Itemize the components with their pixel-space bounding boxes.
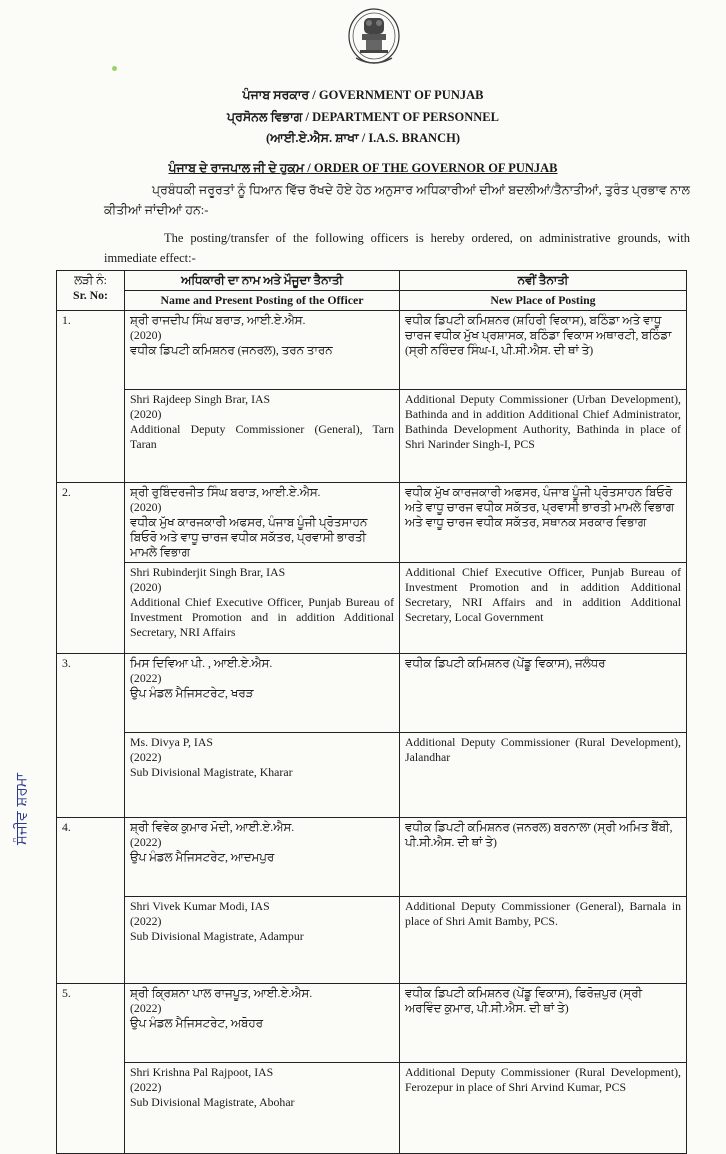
branch-header: (ਆਈ.ਏ.ਐਸ. ਸ਼ਾਖਾ / I.A.S. BRANCH)	[265, 131, 460, 145]
emblem-icon	[346, 6, 402, 74]
present-posting-punjabi: ਉਪ ਮੰਡਲ ਮੈਜਿਸਟਰੇਟ, ਆਦਮਪੁਰ	[130, 850, 275, 864]
present-posting: Sub Divisional Magistrate, Abohar	[130, 1095, 295, 1109]
officer-punjabi	[125, 984, 400, 1063]
sr-header	[57, 271, 125, 311]
officer-name-punjabi: ਮਿਸ ਦਿਵਿਆ ਪੀ. , ਆਈ.ਏ.ਐਸ.	[130, 656, 273, 670]
present-posting: Additional Chief Executive Officer, Punjab Bureau of Investment Promotion and in addition Additional Secretary, NRI Affairs	[130, 595, 394, 639]
posting-table	[56, 270, 687, 1154]
officer-name-punjabi: ਸ਼੍ਰੀ ਰਾਜਦੀਪ ਸਿੰਘ ਬਰਾੜ, ਆਈ.ਏ.ਐਸ.	[130, 313, 306, 327]
serial-number: 5.	[57, 984, 125, 1154]
officer-english	[125, 1063, 400, 1154]
table-row-punjabi	[57, 311, 687, 390]
officer-english	[125, 563, 400, 654]
sr-header-english: Sr. No:	[73, 288, 108, 302]
table-row-english	[57, 1063, 687, 1154]
officer-punjabi	[125, 311, 400, 390]
officer-punjabi	[125, 483, 400, 563]
present-posting: Sub Divisional Magistrate, Kharar	[130, 765, 293, 779]
officer-name: Ms. Divya P, IAS	[130, 735, 213, 749]
officer-batch: (2020)	[130, 580, 162, 594]
new-posting-punjabi: ਵਧੀਕ ਮੁੱਖ ਕਾਰਜਕਾਰੀ ਅਫਸਰ, ਪੰਜਾਬ ਪੂੰਜੀ ਪ੍ਰੋਤਸਾਹਨ ਬਿਓਰੋ ਅਤੇ ਵਾਧੂ ਚਾਰਜ ਵਧੀਕ ਸਕੱਤਰ, ਪ੍ਰਵਾਸੀ ਭਾਰਤੀ ਮਾਮਲੇ ਵਿਭਾਗ ਅਤੇ ਵਾਧੂ ਚਾਰਜ ਵਧੀਕ ਸਕੱਤਰ, ਸਥਾਨਕ ਸਰਕਾਰ ਵਿਭਾਗ	[400, 483, 687, 563]
present-posting-punjabi: ਉਪ ਮੰਡਲ ਮੈਜਿਸਟਰੇਟ, ਅਬੋਹਰ	[130, 1016, 263, 1030]
table-body	[57, 311, 687, 1154]
officer-english	[125, 897, 400, 984]
name-header-english: Name and Present Posting of the Officer	[125, 291, 400, 311]
present-posting: Sub Divisional Magistrate, Adampur	[130, 929, 304, 943]
officer-batch: (2020)	[130, 407, 162, 421]
officer-punjabi	[125, 654, 400, 733]
officer-name-punjabi: ਸ਼੍ਰੀ ਰੁਬਿੰਦਰਜੀਤ ਸਿੰਘ ਬਰਾੜ, ਆਈ.ਏ.ਐਸ.	[130, 485, 321, 499]
new-posting-punjabi: ਵਧੀਕ ਡਿਪਟੀ ਕਮਿਸ਼ਨਰ (ਪੇਂਡੂ ਵਿਕਾਸ), ਜਲੰਧਰ	[400, 654, 687, 733]
table-row-punjabi	[57, 984, 687, 1063]
intro-english: The posting/transfer of the following officers is hereby ordered, on administrative grounds, with immediate effect:-	[104, 231, 690, 265]
officer-batch-punjabi: (2020)	[130, 328, 162, 342]
officer-english	[125, 733, 400, 818]
officer-english	[125, 390, 400, 483]
officer-name: Shri Vivek Kumar Modi, IAS	[130, 899, 270, 913]
table-row-punjabi	[57, 654, 687, 733]
new-posting: Additional Deputy Commissioner (Rural Development), Ferozepur in place of Shri Arvind Kumar, PCS	[400, 1063, 687, 1154]
table-header-row-english	[57, 291, 687, 311]
speck	[112, 66, 117, 71]
officer-name: Shri Krishna Pal Rajpoot, IAS	[130, 1065, 274, 1079]
new-posting-punjabi: ਵਧੀਕ ਡਿਪਟੀ ਕਮਿਸ਼ਨਰ (ਪੇਂਡੂ ਵਿਕਾਸ), ਫਿਰੋਜ਼ਪੁਰ (ਸ੍ਰੀ ਅਰਵਿੰਦ ਕੁਮਾਰ, ਪੀ.ਸੀ.ਐਸ. ਦੀ ਥਾਂ ਤੇ)	[400, 984, 687, 1063]
officer-name: Shri Rubinderjit Singh Brar, IAS	[130, 565, 286, 579]
present-posting-punjabi: ਵਧੀਕ ਡਿਪਟੀ ਕਮਿਸ਼ਨਰ (ਜਨਰਲ), ਤਰਨ ਤਾਰਨ	[130, 343, 333, 357]
new-posting: Additional Deputy Commissioner (General), Barnala in place of Shri Amit Bamby, PCS.	[400, 897, 687, 984]
new-posting: Additional Deputy Commissioner (Rural Development), Jalandhar	[400, 733, 687, 818]
new-posting-punjabi: ਵਧੀਕ ਡਿਪਟੀ ਕਮਿਸ਼ਨਰ (ਸ਼ਹਿਰੀ ਵਿਕਾਸ), ਬਠਿੰਡਾ ਅਤੇ ਵਾਧੂ ਚਾਰਜ ਵਧੀਕ ਮੁੱਖ ਪ੍ਰਸ਼ਾਸਕ, ਬਠਿੰਡਾ ਵਿਕਾਸ ਅਥਾਰਟੀ, ਬਠਿੰਡਾ (ਸ੍ਰੀ ਨਰਿੰਦਰ ਸਿੰਘ-I, ਪੀ.ਸੀ.ਐਸ. ਦੀ ਥਾਂ ਤੇ)	[400, 311, 687, 390]
serial-number: 4.	[57, 818, 125, 984]
new-posting-punjabi: ਵਧੀਕ ਡਿਪਟੀ ਕਮਿਸ਼ਨਰ (ਜਨਰਲ) ਬਰਨਾਲਾ (ਸ੍ਰੀ ਅਮਿਤ ਬੈਂਬੀ, ਪੀ.ਸੀ.ਐਸ. ਦੀ ਥਾਂ ਤੇ)	[400, 818, 687, 897]
officer-batch-punjabi: (2022)	[130, 1001, 162, 1015]
officer-name-punjabi: ਸ਼੍ਰੀ ਕ੍ਰਿਸ਼ਨਾ ਪਾਲ ਰਾਜਪੂਤ, ਆਈ.ਏ.ਐਸ.	[130, 986, 313, 1000]
table-row-punjabi	[57, 818, 687, 897]
name-header-punjabi: ਅਧਿਕਾਰੀ ਦਾ ਨਾਮ ਅਤੇ ਮੌਜੂਦਾ ਤੈਨਾਤੀ	[125, 271, 400, 291]
officer-batch-punjabi: (2020)	[130, 500, 162, 514]
officer-name-punjabi: ਸ਼੍ਰੀ ਵਿਵੇਕ ਕੁਮਾਰ ਮੋਦੀ, ਆਈ.ਏ.ਐਸ.	[130, 820, 295, 834]
officer-name: Shri Rajdeep Singh Brar, IAS	[130, 392, 271, 406]
officer-batch-punjabi: (2022)	[130, 671, 162, 685]
intro-punjabi: ਪ੍ਰਬੰਧਕੀ ਜਰੂਰਤਾਂ ਨੂੰ ਧਿਆਨ ਵਿੱਚ ਰੱਖਦੇ ਹੋਏ ਹੇਠ ਅਨੁਸਾਰ ਅਧਿਕਾਰੀਆਂ ਦੀਆਂ ਬਦਲੀਆਂ/ਤੈਨਾਤੀਆਂ, ਤੁਰੰਤ ਪ੍ਰਭਾਵ ਨਾਲ ਕੀਤੀਆਂ ਜਾਂਦੀਆਂ ਹਨ:-	[104, 183, 690, 217]
present-posting-punjabi: ਵਧੀਕ ਮੁੱਖ ਕਾਰਜਕਾਰੀ ਅਫਸਰ, ਪੰਜਾਬ ਪੂੰਜੀ ਪ੍ਰੋਤਸਾਹਨ ਬਿਓਰੋ ਅਤੇ ਵਾਧੂ ਚਾਰਜ ਵਧੀਕ ਸਕੱਤਰ, ਪ੍ਰਵਾਸੀ ਭਾਰਤੀ ਮਾਮਲੇ ਵਿਭਾਗ	[130, 515, 368, 559]
table-row-english	[57, 897, 687, 984]
table-row-english	[57, 563, 687, 654]
new-posting: Additional Deputy Commissioner (Urban Development), Bathinda and in addition Additional Chief Administrator, Bathinda Development Authority, Bathinda in place of Shri Narinder Singh-I, PCS	[400, 390, 687, 483]
table-header-row	[57, 271, 687, 291]
serial-number: 3.	[57, 654, 125, 818]
present-posting: Additional Deputy Commissioner (General), Tarn Taran	[130, 422, 394, 451]
officer-punjabi	[125, 818, 400, 897]
table-row-english	[57, 733, 687, 818]
new-header-punjabi: ਨਵੀਂ ਤੈਨਾਤੀ	[400, 271, 687, 291]
table-row-english	[57, 390, 687, 483]
sr-header-punjabi: ਲੜੀ ਨੰ:	[74, 273, 107, 287]
officer-batch: (2022)	[130, 750, 162, 764]
govt-header: ਪੰਜਾਬ ਸਰਕਾਰ / GOVERNMENT OF PUNJAB	[242, 88, 484, 102]
officer-batch: (2022)	[130, 1080, 162, 1094]
serial-number: 2.	[57, 483, 125, 654]
present-posting-punjabi: ਉਪ ਮੰਡਲ ਮੈਜਿਸਟਰੇਟ, ਖਰੜ	[130, 686, 254, 700]
signature-text: ਸੰਜੀਵ ਸ਼ਰਮਾ	[12, 773, 30, 845]
officer-batch-punjabi: (2022)	[130, 835, 162, 849]
serial-number: 1.	[57, 311, 125, 483]
new-posting: Additional Chief Executive Officer, Punjab Bureau of Investment Promotion and in addition Additional Secretary, NRI Affairs and in addition Additional Secretary, Local Government	[400, 563, 687, 654]
officer-batch: (2022)	[130, 914, 162, 928]
new-header-english: New Place of Posting	[400, 291, 687, 311]
table-row-punjabi	[57, 483, 687, 563]
order-title: ਪੰਜਾਬ ਦੇ ਰਾਜਪਾਲ ਜੀ ਦੇ ਹੁਕਮ / ORDER OF THE GOVERNOR OF PUNJAB	[168, 161, 558, 175]
dept-header: ਪ੍ਰਸੋਨਲ ਵਿਭਾਗ / DEPARTMENT OF PERSONNEL	[227, 110, 499, 124]
